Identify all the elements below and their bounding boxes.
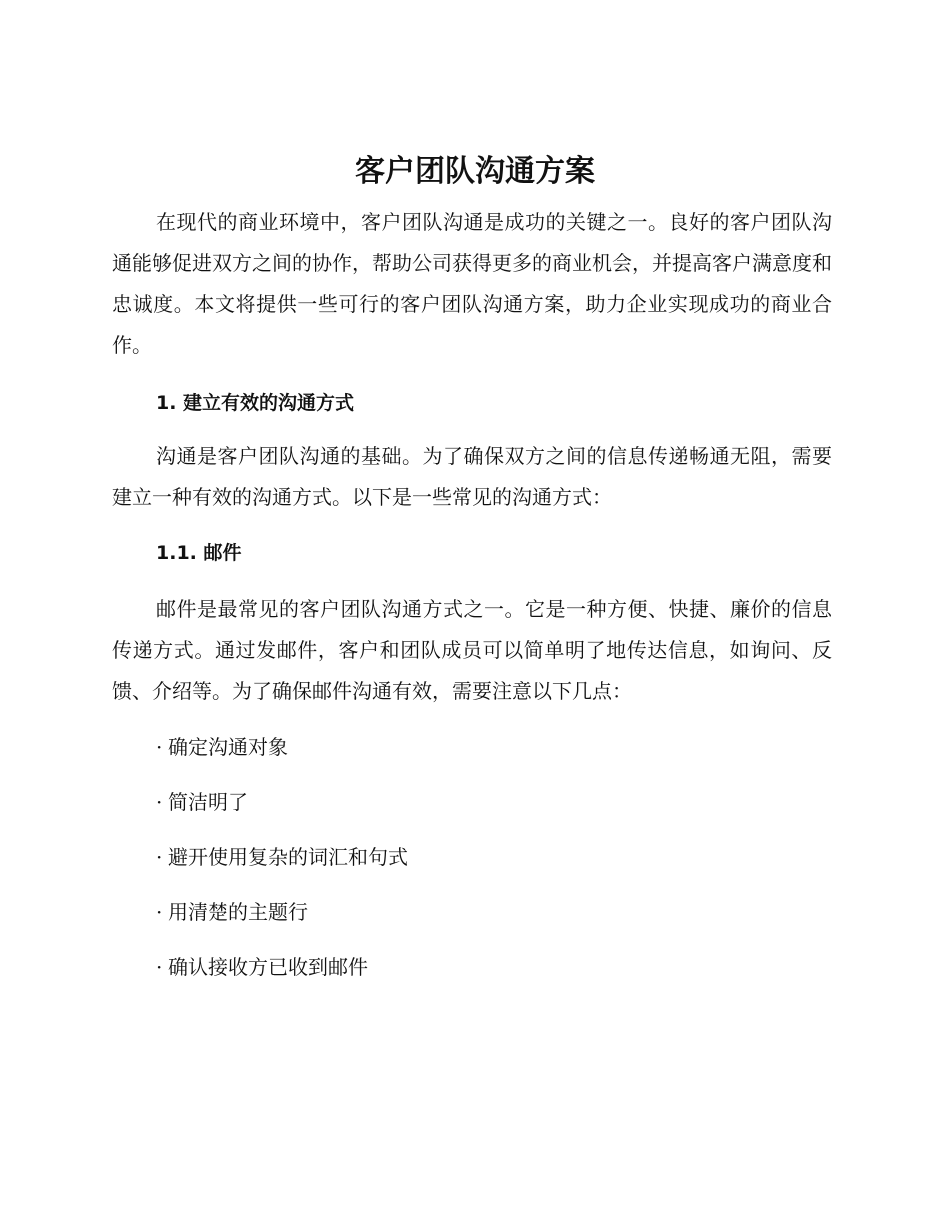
bullet-text: 确定沟通对象 (168, 735, 288, 759)
section-1-1-paragraph: 邮件是最常见的客户团队沟通方式之一。它是一种方便、快捷、廉价的信息传递方式。通过发邮件，客户和团队成员可以简单明了地传达信息，如询问、反馈、介绍等。为了确保邮件沟通有效，需要注意以下几点： (112, 597, 832, 703)
section-heading-1-1: 1.1. 邮件 (156, 542, 242, 564)
section-heading-1: 1. 建立有效的沟通方式 (156, 392, 355, 414)
bullet-text: 简洁明了 (168, 790, 248, 814)
section-1-paragraph: 沟通是客户团队沟通的基础。为了确保双方之间的信息传递畅通无阻，需要建立一种有效的沟通方式。以下是一些常见的沟通方式： (112, 444, 832, 509)
bullet-text: 避开使用复杂的词汇和句式 (168, 845, 408, 869)
bullet-text: 用清楚的主题行 (168, 900, 308, 924)
bullet-item (156, 952, 368, 982)
bullet-item (156, 732, 288, 762)
bullet-text: 确认接收方已收到邮件 (168, 955, 368, 979)
bullet-marker: · (156, 900, 163, 924)
bullet-marker: · (156, 955, 163, 979)
bullet-marker: · (156, 790, 163, 814)
document-title: 客户团队沟通方案 (355, 154, 595, 189)
bullet-item (156, 787, 248, 817)
bullet-marker: · (156, 845, 163, 869)
bullet-item (156, 897, 308, 927)
intro-paragraph: 在现代的商业环境中，客户团队沟通是成功的关键之一。良好的客户团队沟通能够促进双方之间的协作，帮助公司获得更多的商业机会，并提高客户满意度和忠诚度。本文将提供一些可行的客户团队沟通方案，助力企业实现成功的商业合作。 (112, 210, 832, 357)
bullet-marker: · (156, 735, 163, 759)
bullet-item (156, 842, 408, 872)
